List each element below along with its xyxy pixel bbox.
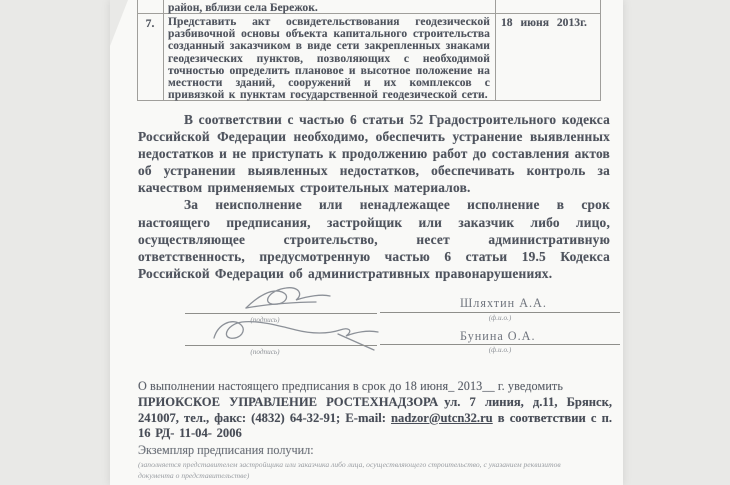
table-row-number: 7. (145, 17, 155, 30)
document-page (110, 0, 623, 485)
name-caption-2: (ф.и.о.) (488, 346, 512, 354)
signature-stroke-2-tail (338, 334, 374, 350)
table-border-left (137, 0, 138, 100)
table-divider-number (163, 0, 164, 100)
table-row-requirement-text: Представить акт освидетельствования геодезической разбивочной основы объекта капитального строительства созданный заказчиком в виде сети закрепленных знаками геодезических пунктов, позволяющих с необходимой точностью определить плановое и высотное положение на местности зданий, сооружений и их комплексов с привязкой к пунктам государственной геодезической сети. (168, 16, 490, 102)
authority-name: ПРИОКСКОЕ УПРАВЛЕНИЕ РОСТЕХНАДЗОРА (138, 395, 439, 409)
document-footer (138, 379, 612, 481)
table-divider-date (495, 0, 496, 100)
signer-name-1: Шляхтин А.А. (460, 296, 547, 310)
signature-stroke-1 (246, 288, 330, 308)
signature-caption-1: (подпись) (250, 316, 280, 324)
signer-name-2: Бунина О.А. (460, 329, 536, 343)
paragraph-liability: За неисполнение или ненадлежащее исполнение в срок настоящего предписания, застройщик или заказчик либо лицо, осуществляющее строительство, несет административную ответственность, предусмотренную частью 6 статьи 19.5 Кодекса Российской Федерации об административных правонарушениях. (138, 197, 610, 281)
signature-line-1 (185, 313, 377, 314)
copy-received-line: Экземпляр предписания получил: (138, 442, 314, 457)
table-border-right (600, 0, 601, 100)
name-line-1 (380, 312, 620, 313)
authority-reference: в соответствии с п. 16 РД- 11-04- 2006 (138, 410, 612, 441)
signature-line-2 (185, 345, 377, 346)
table-previous-row-text: район, вблизи села Бережок. (168, 1, 318, 14)
paragraph-town-planning-code: В соответствии с частью 6 статьи 52 Градостроительного кодекса Российской Федерации необходимо, обеспечить устранение выявленных недостатков и не приступать к продолжению работ до составления актов об устранении выявленных недостатков, обеспечивать контроль за качеством применяемых строительных материалов. (138, 112, 610, 196)
fine-print-note: (заполняется представителем застройщика или заказчика либо лица, осуществляющего строительство, с указанием реквизитов документа о представительстве) (138, 459, 561, 480)
paper-corner-fold (110, 0, 128, 46)
authority-email: nadzor@utcn32.ru (391, 410, 493, 425)
notification-deadline-line: О выполнении настоящего предписания в срок до 18 июня_ 2013__ г. уведомить (138, 379, 564, 393)
authority-address: ул. 7 линия, д.11, Брянск, 241007, тел., факс: (4832) 64-32-91; E-mail: (138, 395, 613, 425)
table-row-deadline-date: 18 июня 2013г. (501, 16, 587, 29)
authority-contact-paragraph (138, 395, 612, 442)
signature-stroke-2 (214, 322, 378, 339)
document-body (138, 111, 610, 282)
signature-stroke-1-underline (246, 302, 316, 308)
name-caption-1: (ф.и.о.) (488, 314, 512, 322)
signature-caption-2: (подпись) (250, 348, 280, 356)
name-line-2 (380, 344, 620, 345)
